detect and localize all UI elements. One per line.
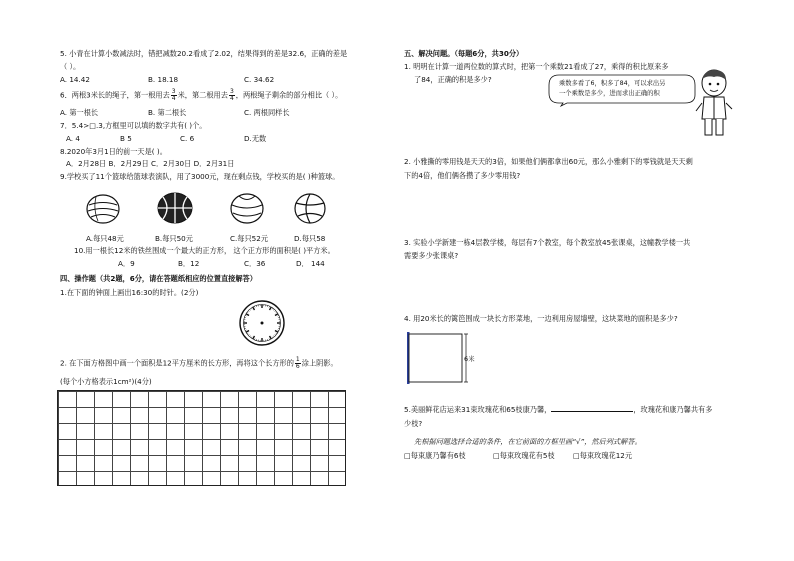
problem-3-cont: 需要多少张课桌? bbox=[404, 251, 459, 260]
p5-option-3[interactable]: □每束玫瑰花12元 bbox=[573, 451, 633, 460]
q6-option-b: B. 第二根长 bbox=[148, 108, 187, 117]
p5-text-b: ，玫瑰花和康乃馨共有多 bbox=[633, 405, 713, 414]
question-10: 10.用一根长12米的铁丝围成一个最大的正方形， 这个正方形的面积是( )平方米。 bbox=[74, 246, 335, 255]
q10-option-d: D． 144 bbox=[296, 259, 325, 268]
problem-2-cont: 下的4倍，他们俩各攒了多少零用钱? bbox=[404, 171, 521, 180]
question-5-paren: （ ）。 bbox=[60, 62, 81, 71]
q6-text-a: 6．两根3米长的绳子，第一根用去 bbox=[60, 90, 170, 100]
q5-option-c: C. 34.62 bbox=[244, 75, 275, 84]
question-8: 8.2020年3月1日的前一天是( )。 bbox=[60, 147, 167, 156]
operation-1: 1.在下面的钟面上画出16:30的时针。(2分) bbox=[60, 288, 199, 297]
q9-option-d: D.每只58 bbox=[294, 234, 326, 243]
q10-option-c: C．36 bbox=[244, 259, 266, 268]
q9-option-a: A.每只48元 bbox=[86, 234, 124, 243]
boy-cartoon-icon bbox=[694, 67, 734, 139]
q6-option-a: A. 第一根长 bbox=[60, 108, 99, 117]
problem-5-hint: 先根据问题选择合适的条件，在它前面的方框里画“√”，然后列式解答。 bbox=[414, 437, 642, 446]
q6-text-c: ，两根绳子剩余的部分相比（ ）。 bbox=[235, 90, 343, 100]
q7-option-c: C. 6 bbox=[180, 134, 195, 143]
q6-text-b: 米，第二根用去 bbox=[177, 90, 228, 100]
q7-option-b: B 5 bbox=[120, 134, 132, 143]
op2-text-b: 涂上阴影。 bbox=[301, 358, 338, 368]
side-length-label: 6米 bbox=[464, 355, 475, 363]
q10-option-b: B．12 bbox=[178, 259, 200, 268]
section-5-heading: 五、解决问题。（每题6分，共30分） bbox=[404, 49, 524, 58]
q6-fraction-2: $\frac{3}{4}$ bbox=[229, 88, 234, 102]
volleyball-icon-2 bbox=[230, 193, 264, 224]
square-grid[interactable] bbox=[57, 390, 346, 486]
q7-option-d: D.无数 bbox=[244, 134, 267, 143]
p5-text-a: 5.美丽鲜花店运来31束玫瑰花和65枝康乃馨， bbox=[404, 405, 552, 414]
p5-option-1[interactable]: □每束康乃馨有6枝 bbox=[404, 451, 466, 460]
bubble-line-1: 乘数多看了6，积多了84，可以求出另 bbox=[559, 80, 666, 87]
section-4-heading: 四、操作题（共2题，6分，请在答题纸相应的位置直接解答） bbox=[60, 274, 257, 283]
p5-answer-blank[interactable] bbox=[551, 411, 633, 412]
problem-1-cont: 了84，正确的积是多少? bbox=[414, 75, 492, 84]
grid-note: (每个小方格表示1cm²)(4分) bbox=[60, 377, 152, 386]
question-7: 7．5.4>□.3,方框里可以填的数字共有( )个。 bbox=[60, 121, 207, 130]
q9-option-c: C.每只52元 bbox=[230, 234, 269, 243]
op2-text-a: 2. 在下面方格图中画一个面积是12平方厘米的长方形，再将这个长方形的 bbox=[60, 358, 294, 368]
clock-face[interactable] bbox=[238, 299, 286, 347]
question-6 bbox=[60, 89, 342, 102]
basketball-icon bbox=[157, 192, 193, 224]
q10-option-a: A．9 bbox=[118, 259, 135, 268]
right-column bbox=[395, 0, 794, 561]
q8-options: A．2月28日 B．2月29日 C．2月30日 D．2月31日 bbox=[66, 159, 235, 168]
problem-4: 4. 用20米长的篱笆围成一块长方形菜地，一边利用房屋墙壁，这块菜地的面积是多少? bbox=[404, 314, 678, 323]
soccer-ball-icon bbox=[294, 193, 326, 224]
q5-option-b: B. 18.18 bbox=[148, 75, 179, 84]
problem-3: 3. 实验小学新建一栋4层教学楼，每层有7个教室，每个教室放45张课桌，这幢教学楼一共 bbox=[404, 238, 691, 247]
op2-fraction: $\frac{1}{6}$ bbox=[295, 356, 300, 370]
p5-option-2[interactable]: □每束玫瑰花有5枝 bbox=[493, 451, 555, 460]
problem-1: 1. 明明在计算一道两位数的算式时，把第一个乘数21看成了27，乘得的积比原来多 bbox=[404, 62, 669, 71]
q9-option-b: B.每只50元 bbox=[155, 234, 193, 243]
q6-fraction-1: $\frac{3}{4}$ bbox=[171, 88, 176, 102]
question-9: 9.学校买了11个篮球给篮球表演队，用了3000元，现在剩点钱，学校买的是( )种篮球。 bbox=[60, 172, 340, 181]
question-5: 5. 小青在计算小数减法时，错把减数20.2看成了2.02，结果得到的差是32.6，正确的差是 bbox=[60, 49, 348, 58]
volleyball-icon bbox=[86, 194, 120, 224]
q5-option-a: A. 14.42 bbox=[60, 75, 90, 84]
problem-5-cont: 少枝? bbox=[404, 419, 423, 428]
problem-2: 2. 小雅撕的零用钱是天天的3倍，如果他们俩都拿出60元，那么小雅剩下的零钱就是天天剩 bbox=[404, 157, 693, 166]
left-column bbox=[0, 0, 395, 561]
operation-2 bbox=[60, 357, 338, 370]
q6-option-c: C. 两根同样长 bbox=[244, 108, 290, 117]
q7-option-a: A. 4 bbox=[66, 134, 80, 143]
problem-5 bbox=[404, 405, 712, 414]
bubble-line-2: 一个乘数是多少，进而求出正确的积 bbox=[559, 90, 660, 97]
